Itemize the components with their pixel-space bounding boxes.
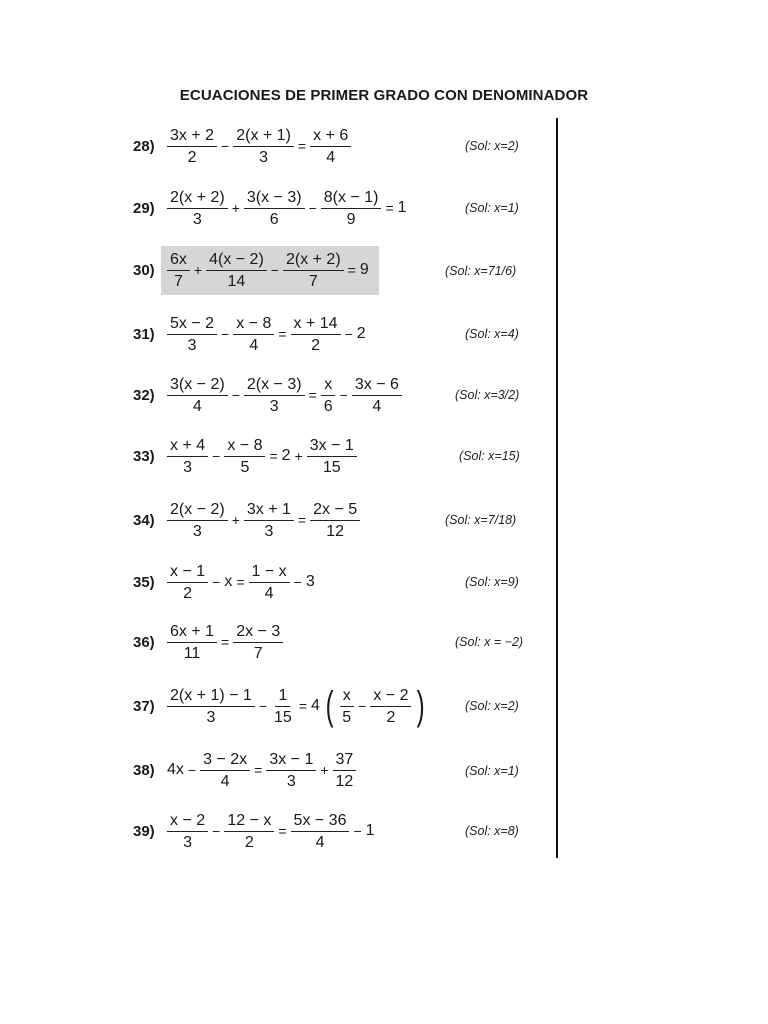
- denominator: 4: [372, 397, 382, 415]
- numerator: 3x − 6: [352, 375, 402, 396]
- equation-number: 28): [133, 137, 155, 155]
- numerator: 1 − x: [249, 562, 290, 583]
- equation-number: 33): [133, 447, 155, 465]
- fraction: [339, 686, 354, 727]
- equation-row-33: [133, 431, 359, 481]
- operator: −: [308, 200, 317, 216]
- solution-label: (Sol: x=4): [465, 327, 519, 341]
- solution-label: (Sol: x=2): [465, 699, 519, 713]
- numerator: x + 4: [167, 436, 208, 457]
- numerator: 2x − 5: [310, 500, 360, 521]
- operator: −: [344, 326, 353, 342]
- equals-sign: =: [278, 326, 287, 342]
- fraction: [310, 500, 360, 541]
- equation: [165, 436, 359, 477]
- fraction: [167, 375, 228, 416]
- denominator: 4: [315, 833, 325, 851]
- equals-sign: =: [254, 762, 263, 778]
- fraction: [291, 314, 341, 355]
- numerator: 3x − 1: [266, 750, 316, 771]
- fraction: [271, 686, 295, 727]
- fraction: [266, 750, 316, 791]
- denominator: 11: [183, 644, 201, 662]
- equation-row-32: [133, 370, 404, 420]
- denominator: 3: [264, 522, 274, 540]
- highlighted-equation: [161, 246, 379, 295]
- constant-term: 9: [359, 261, 369, 278]
- operator: −: [212, 448, 221, 464]
- denominator: 4: [264, 584, 274, 602]
- fraction: [167, 500, 228, 541]
- numerator: 6x + 1: [167, 622, 217, 643]
- equation-number: 29): [133, 199, 155, 217]
- constant-term: 2: [281, 447, 291, 464]
- left-paren-glyph: (: [325, 684, 334, 728]
- solution-label: (Sol: x=15): [459, 449, 520, 463]
- equation: [165, 750, 358, 791]
- operator: −: [293, 574, 302, 590]
- solution-label: (Sol: x=1): [465, 764, 519, 778]
- numerator: 5x − 36: [291, 811, 350, 832]
- equals-sign: =: [298, 698, 307, 714]
- operator: −: [212, 574, 221, 590]
- numerator: x − 8: [233, 314, 274, 335]
- fraction: [167, 622, 217, 663]
- equals-sign: =: [385, 200, 394, 216]
- numerator: 2(x + 2): [283, 250, 344, 271]
- equation-row-36: [133, 617, 285, 667]
- operator: −: [221, 326, 230, 342]
- equation-number: 37): [133, 697, 155, 715]
- denominator: 3: [192, 522, 202, 540]
- fraction: [167, 686, 255, 727]
- operator: −: [187, 762, 197, 778]
- equals-sign: =: [269, 448, 278, 464]
- solution-label: (Sol: x=8): [465, 824, 519, 838]
- numerator: x − 2: [167, 811, 208, 832]
- right-paren-glyph: ): [417, 684, 426, 728]
- denominator: 3: [192, 210, 202, 228]
- fraction: [233, 126, 294, 167]
- equals-sign: =: [297, 512, 307, 528]
- equation: [165, 500, 362, 541]
- equation-number: 32): [133, 386, 155, 404]
- denominator: 2: [183, 584, 193, 602]
- fraction: [167, 436, 208, 477]
- denominator: 15: [322, 458, 341, 476]
- equation-row-34: [133, 495, 362, 545]
- operator: +: [231, 200, 240, 216]
- numerator: 2x − 3: [233, 622, 283, 643]
- denominator: 3: [187, 336, 197, 354]
- numerator: 3x + 2: [167, 126, 217, 147]
- numerator: 2(x − 2): [167, 500, 228, 521]
- fraction: [167, 811, 208, 852]
- equation-row-38: [133, 745, 358, 795]
- operator: −: [353, 823, 362, 839]
- constant-term: 1: [397, 199, 407, 216]
- equation: [165, 314, 368, 355]
- numerator: 4(x − 2): [206, 250, 267, 271]
- fraction: [310, 126, 351, 167]
- equation-number: 38): [133, 761, 155, 779]
- numerator: 12 − x: [224, 811, 274, 832]
- equation-number: 39): [133, 822, 155, 840]
- denominator: 3: [269, 397, 279, 415]
- equation-number: 36): [133, 633, 155, 651]
- numerator: 5x − 2: [167, 314, 217, 335]
- denominator: 3: [183, 833, 193, 851]
- fraction: [224, 811, 274, 852]
- solution-label: (Sol: x=7/18): [445, 513, 517, 527]
- fraction: [244, 500, 294, 541]
- operator: −: [221, 138, 230, 154]
- operator: +: [193, 262, 203, 278]
- numerator: 2(x − 3): [244, 375, 305, 396]
- denominator: 3: [286, 772, 296, 790]
- denominator: 6: [323, 397, 333, 415]
- fraction: [283, 250, 344, 291]
- equals-sign: =: [308, 387, 317, 403]
- equation: [165, 188, 409, 229]
- denominator: 6: [269, 210, 279, 228]
- variable-term: x: [224, 573, 233, 590]
- equation-number: 34): [133, 511, 155, 529]
- equals-sign: =: [221, 634, 230, 650]
- operator: −: [270, 262, 279, 278]
- numerator: 3x + 1: [244, 500, 294, 521]
- equation-number: 31): [133, 325, 155, 343]
- numerator: 3(x − 2): [167, 375, 228, 396]
- fraction: [249, 562, 290, 603]
- vertical-divider: [556, 118, 558, 858]
- fraction: [224, 436, 265, 477]
- operator: −: [212, 823, 221, 839]
- numerator: x + 14: [291, 314, 341, 335]
- denominator: 7: [308, 272, 318, 290]
- numerator: 6x: [167, 250, 190, 271]
- fraction: [206, 250, 267, 291]
- equation-row-39: [133, 806, 377, 856]
- denominator: 2: [386, 708, 396, 726]
- variable-term: 4x: [167, 761, 184, 778]
- fraction: [167, 250, 190, 291]
- fraction: [321, 188, 382, 229]
- equation-row-28: [133, 121, 353, 171]
- fraction: [233, 622, 283, 663]
- equals-sign: =: [278, 823, 287, 839]
- operator: +: [320, 762, 329, 778]
- denominator: 12: [335, 772, 354, 790]
- numerator: x: [340, 686, 354, 707]
- denominator: 2: [311, 336, 321, 354]
- fraction: [167, 126, 217, 167]
- denominator: 4: [220, 772, 230, 790]
- fraction: [167, 188, 228, 229]
- denominator: 15: [274, 708, 292, 726]
- numerator: 3 − 2x: [200, 750, 250, 771]
- equation: [165, 811, 377, 852]
- equals-sign: =: [236, 574, 245, 590]
- solution-label: (Sol: x = −2): [455, 635, 524, 649]
- fraction: [291, 811, 350, 852]
- operator: +: [231, 512, 240, 528]
- equation-row-30: [133, 245, 379, 295]
- equation: [165, 375, 404, 416]
- operator: −: [231, 387, 240, 403]
- operator: +: [294, 448, 303, 464]
- denominator: 7: [253, 644, 263, 662]
- operator: −: [358, 698, 367, 714]
- equation-number: 35): [133, 573, 155, 591]
- numerator: x + 6: [310, 126, 351, 147]
- denominator: 14: [227, 272, 246, 290]
- equals-sign: =: [347, 262, 356, 278]
- equals-sign: =: [297, 138, 307, 154]
- denominator: 9: [346, 210, 356, 228]
- solution-label: (Sol: x=9): [465, 575, 519, 589]
- solution-label: (Sol: x=2): [465, 139, 519, 153]
- fraction: [370, 686, 411, 727]
- fraction: [167, 314, 217, 355]
- equation-row-37: [133, 681, 429, 731]
- solution-label: (Sol: x=71/6): [445, 264, 517, 278]
- fraction: [233, 314, 274, 355]
- numerator: 37: [333, 750, 357, 771]
- constant-term: 2: [356, 325, 366, 342]
- equation-number: 30): [133, 261, 155, 279]
- fraction: [200, 750, 250, 791]
- numerator: 3(x − 3): [244, 188, 305, 209]
- numerator: 2(x + 2): [167, 188, 228, 209]
- numerator: 8(x − 1): [321, 188, 382, 209]
- denominator: 2: [187, 148, 197, 166]
- equation-row-29: [133, 183, 409, 233]
- denominator: 5: [240, 458, 250, 476]
- fraction: [307, 436, 357, 477]
- coefficient: 4: [311, 697, 320, 714]
- operator: −: [258, 698, 268, 714]
- denominator: 7: [174, 272, 183, 290]
- numerator: 1: [275, 686, 290, 707]
- denominator: 2: [244, 833, 254, 851]
- operator: −: [339, 387, 348, 403]
- numerator: 2(x + 1): [233, 126, 294, 147]
- equation: [165, 686, 429, 727]
- denominator: 4: [192, 397, 202, 415]
- denominator: 3: [206, 708, 216, 726]
- fraction: [167, 562, 208, 603]
- denominator: 3: [259, 148, 269, 166]
- equation-row-35: [133, 557, 317, 607]
- fraction: [244, 375, 305, 416]
- fraction: [244, 188, 305, 229]
- solution-label: (Sol: x=1): [465, 201, 519, 215]
- numerator: 2(x + 1) − 1: [167, 686, 255, 707]
- solution-label: (Sol: x=3/2): [455, 388, 520, 402]
- denominator: 3: [183, 458, 193, 476]
- numerator: x − 2: [370, 686, 411, 707]
- equation: [165, 126, 353, 167]
- numerator: x − 8: [224, 436, 265, 457]
- numerator: x − 1: [167, 562, 208, 583]
- equation-row-31: [133, 309, 368, 359]
- denominator: 5: [342, 708, 352, 726]
- fraction: [321, 375, 336, 416]
- fraction: [333, 750, 357, 791]
- numerator: x: [321, 375, 335, 396]
- constant-term: 1: [365, 822, 375, 839]
- denominator: 12: [326, 522, 344, 540]
- denominator: 4: [249, 336, 259, 354]
- constant-term: 3: [305, 573, 315, 590]
- fraction: [352, 375, 402, 416]
- page-title: ECUACIONES DE PRIMER GRADO CON DENOMINADOR: [179, 87, 589, 104]
- equation: [165, 562, 317, 603]
- denominator: 4: [326, 148, 336, 166]
- numerator: 3x − 1: [307, 436, 357, 457]
- equation: [165, 622, 285, 663]
